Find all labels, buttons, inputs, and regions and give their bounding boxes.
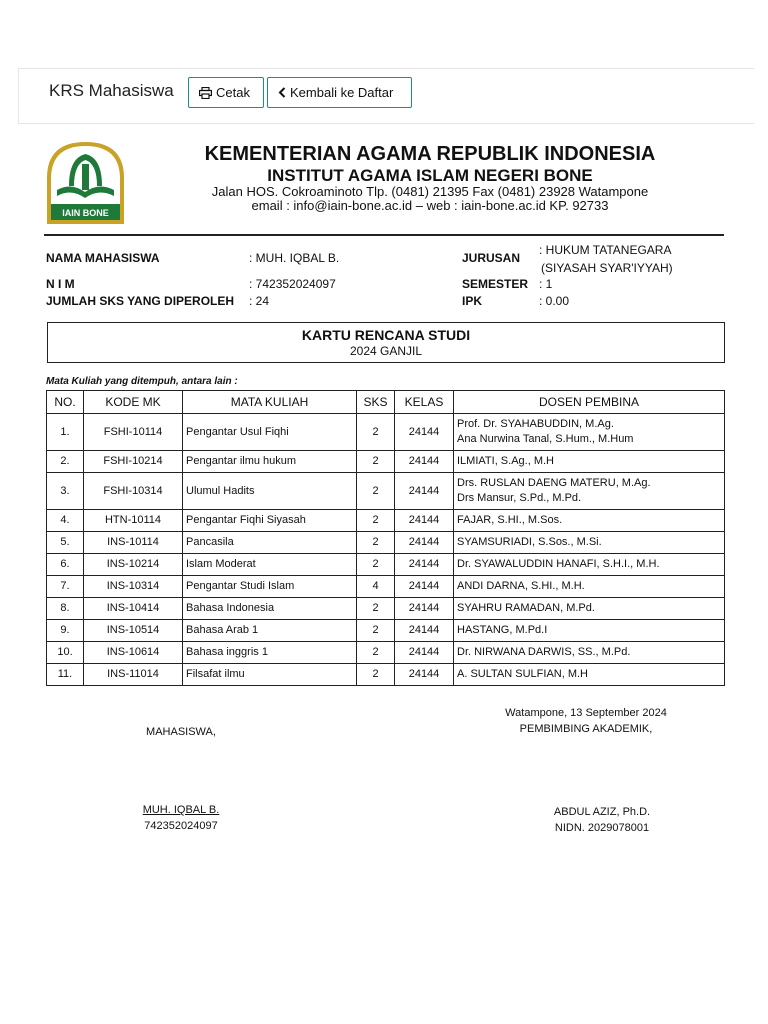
lecturer-name: A. SULTAN SULFIAN, M.H xyxy=(457,668,589,680)
course-code: INS-11014 xyxy=(84,664,183,686)
student-name-value: : MUH. IQBAL B. xyxy=(249,251,340,265)
ipk-label: IPK xyxy=(462,294,483,308)
course-name: Pengantar ilmu hukum xyxy=(183,451,357,473)
lecturer-name: ILMIATI, S.Ag., M.H xyxy=(457,455,554,467)
course-lecturers xyxy=(454,642,725,664)
table-row xyxy=(47,642,725,664)
course-sks: 2 xyxy=(357,664,395,686)
institute-contact: email : info@iain-bone.ac.id – web : iain-bone.ac.id KP. 92733 xyxy=(251,198,609,213)
lecturer-name: Dr. NIRWANA DARWIS, SS., M.Pd. xyxy=(457,646,631,658)
lecturer-name: Drs. RUSLAN DAENG MATERU, M.Ag. xyxy=(457,477,651,489)
course-class: 24144 xyxy=(395,532,454,554)
course-lecturers xyxy=(454,510,725,532)
course-name: Pancasila xyxy=(183,532,357,554)
advisor-sign-label: PEMBIMBING AKADEMIK, xyxy=(519,723,653,735)
table-row xyxy=(47,598,725,620)
course-name: Filsafat ilmu xyxy=(183,664,357,686)
row-number: 1. xyxy=(47,414,84,451)
course-name: Bahasa Indonesia xyxy=(183,598,357,620)
student-name-label: NAMA MAHASISWA xyxy=(46,251,160,265)
table-row xyxy=(47,473,725,510)
course-lecturers xyxy=(454,532,725,554)
course-code: INS-10614 xyxy=(84,642,183,664)
course-class: 24144 xyxy=(395,473,454,510)
row-number: 11. xyxy=(47,664,84,686)
course-sks: 4 xyxy=(357,576,395,598)
course-sks: 2 xyxy=(357,473,395,510)
course-lecturers xyxy=(454,554,725,576)
institute-name: INSTITUT AGAMA ISLAM NEGERI BONE xyxy=(267,166,593,185)
lecturer-name: Prof. Dr. SYAHABUDDIN, M.Ag. xyxy=(457,418,614,430)
course-code: INS-10214 xyxy=(84,554,183,576)
course-lecturers xyxy=(454,473,725,510)
course-class: 24144 xyxy=(395,642,454,664)
row-number: 8. xyxy=(47,598,84,620)
course-code: INS-10114 xyxy=(84,532,183,554)
course-name: Ulumul Hadits xyxy=(183,473,357,510)
course-sks: 2 xyxy=(357,642,395,664)
course-code: INS-10314 xyxy=(84,576,183,598)
course-class: 24144 xyxy=(395,598,454,620)
krs-period: 2024 GANJIL xyxy=(349,344,423,358)
nim-label: N I M xyxy=(46,277,75,291)
column-header-dosen: DOSEN PEMBINA xyxy=(454,391,725,414)
course-name: Bahasa inggris 1 xyxy=(183,642,357,664)
course-name: Pengantar Studi Islam xyxy=(183,576,357,598)
header-divider xyxy=(44,234,724,236)
place-date: Watampone, 13 September 2024 xyxy=(505,707,667,719)
chevron-left-icon xyxy=(278,87,286,98)
course-name: Pengantar Usul Fiqhi xyxy=(183,414,357,451)
student-sign-nim: 742352024097 xyxy=(144,820,218,832)
semester-label: SEMESTER xyxy=(462,277,529,291)
course-sks: 2 xyxy=(357,554,395,576)
course-code: FSHI-10214 xyxy=(84,451,183,473)
courses-note: Mata Kuliah yang ditempuh, antara lain : xyxy=(46,376,238,387)
table-row xyxy=(47,414,725,451)
lecturer-name: ANDI DARNA, S.HI., M.H. xyxy=(457,580,585,592)
row-number: 2. xyxy=(47,451,84,473)
print-label: Cetak xyxy=(216,85,250,100)
course-code: INS-10414 xyxy=(84,598,183,620)
lecturer-name: SYAMSURIADI, S.Sos., M.Si. xyxy=(457,536,602,548)
print-button[interactable] xyxy=(188,77,264,108)
back-label: Kembali ke Daftar xyxy=(290,85,394,100)
course-sks: 2 xyxy=(357,620,395,642)
lecturer-name: Ana Nurwina Tanal, S.Hum., M.Hum xyxy=(457,433,634,445)
row-number: 10. xyxy=(47,642,84,664)
table-row xyxy=(47,664,725,686)
course-name: Islam Moderat xyxy=(183,554,357,576)
column-header-sks: SKS xyxy=(357,391,395,414)
course-name: Bahasa Arab 1 xyxy=(183,620,357,642)
table-header-row xyxy=(47,391,725,414)
course-sks: 2 xyxy=(357,532,395,554)
course-sks: 2 xyxy=(357,598,395,620)
row-number: 9. xyxy=(47,620,84,642)
course-lecturers xyxy=(454,620,725,642)
jurusan-label: JURUSAN xyxy=(462,251,521,265)
column-header-kelas: KELAS xyxy=(395,391,454,414)
ministry-name: KEMENTERIAN AGAMA REPUBLIK INDONESIA xyxy=(204,143,656,165)
table-row xyxy=(47,451,725,473)
iain-bone-logo xyxy=(45,140,126,225)
institute-address: Jalan HOS. Cokroaminoto Tlp. (0481) 21395 Fax (0481) 23928 Watampone xyxy=(211,184,649,199)
row-number: 6. xyxy=(47,554,84,576)
course-lecturers xyxy=(454,598,725,620)
ipk-value: : 0.00 xyxy=(539,294,570,308)
row-number: 5. xyxy=(47,532,84,554)
sks-total-value: : 24 xyxy=(249,294,270,308)
krs-title: KARTU RENCANA STUDI xyxy=(301,327,471,343)
lecturer-name: SYAHRU RAMADAN, M.Pd. xyxy=(457,602,595,614)
nim-value: : 742352024097 xyxy=(249,277,336,291)
advisor-sign-nidn: NIDN. 2029078001 xyxy=(554,822,650,834)
row-number: 4. xyxy=(47,510,84,532)
table-row xyxy=(47,554,725,576)
course-class: 24144 xyxy=(395,554,454,576)
lecturer-name: Dr. SYAWALUDDIN HANAFI, S.H.I., M.H. xyxy=(457,558,660,570)
course-class: 24144 xyxy=(395,664,454,686)
course-code: HTN-10114 xyxy=(84,510,183,532)
sks-total-label: JUMLAH SKS YANG DIPEROLEH xyxy=(46,294,235,308)
course-class: 24144 xyxy=(395,414,454,451)
lecturer-name: Drs Mansur, S.Pd., M.Pd. xyxy=(457,492,582,504)
course-code: FSHI-10314 xyxy=(84,473,183,510)
course-lecturers xyxy=(454,664,725,686)
lecturer-name: HASTANG, M.Pd.I xyxy=(457,624,548,636)
semester-value: : 1 xyxy=(539,277,553,291)
student-sign-name: MUH. IQBAL B. xyxy=(142,804,220,816)
toolbar xyxy=(18,68,754,124)
course-code: FSHI-10114 xyxy=(84,414,183,451)
table-row xyxy=(47,620,725,642)
course-class: 24144 xyxy=(395,620,454,642)
svg-text:IAIN BONE: IAIN BONE xyxy=(62,208,109,218)
course-sks: 2 xyxy=(357,451,395,473)
table-row xyxy=(47,532,725,554)
advisor-sign-name: ABDUL AZIZ, Ph.D. xyxy=(553,806,651,818)
course-class: 24144 xyxy=(395,451,454,473)
column-header-mata-kuliah: MATA KULIAH xyxy=(183,391,357,414)
course-lecturers xyxy=(454,451,725,473)
course-lecturers xyxy=(454,576,725,598)
course-name: Pengantar Fiqhi Siyasah xyxy=(183,510,357,532)
krs-title-box xyxy=(47,322,725,363)
course-class: 24144 xyxy=(395,576,454,598)
table-row xyxy=(47,510,725,532)
page-title: KRS Mahasiswa xyxy=(49,81,174,100)
student-sign-label: MAHASISWA, xyxy=(146,726,216,738)
lecturer-name: FAJAR, S.HI., M.Sos. xyxy=(457,514,563,526)
column-header-no: NO. xyxy=(47,391,84,414)
column-header-kode: KODE MK xyxy=(84,391,183,414)
jurusan-value: : HUKUM TATANEGARA xyxy=(539,243,672,257)
row-number: 3. xyxy=(47,473,84,510)
jurusan-value-line2: (SIYASAH SYAR'IYYAH) xyxy=(541,261,673,275)
courses-table xyxy=(46,390,725,686)
course-sks: 2 xyxy=(357,414,395,451)
table-row xyxy=(47,576,725,598)
back-to-list-button[interactable] xyxy=(267,77,412,108)
course-code: INS-10514 xyxy=(84,620,183,642)
course-class: 24144 xyxy=(395,510,454,532)
course-lecturers xyxy=(454,414,725,451)
printer-icon xyxy=(199,87,212,99)
course-sks: 2 xyxy=(357,510,395,532)
row-number: 7. xyxy=(47,576,84,598)
